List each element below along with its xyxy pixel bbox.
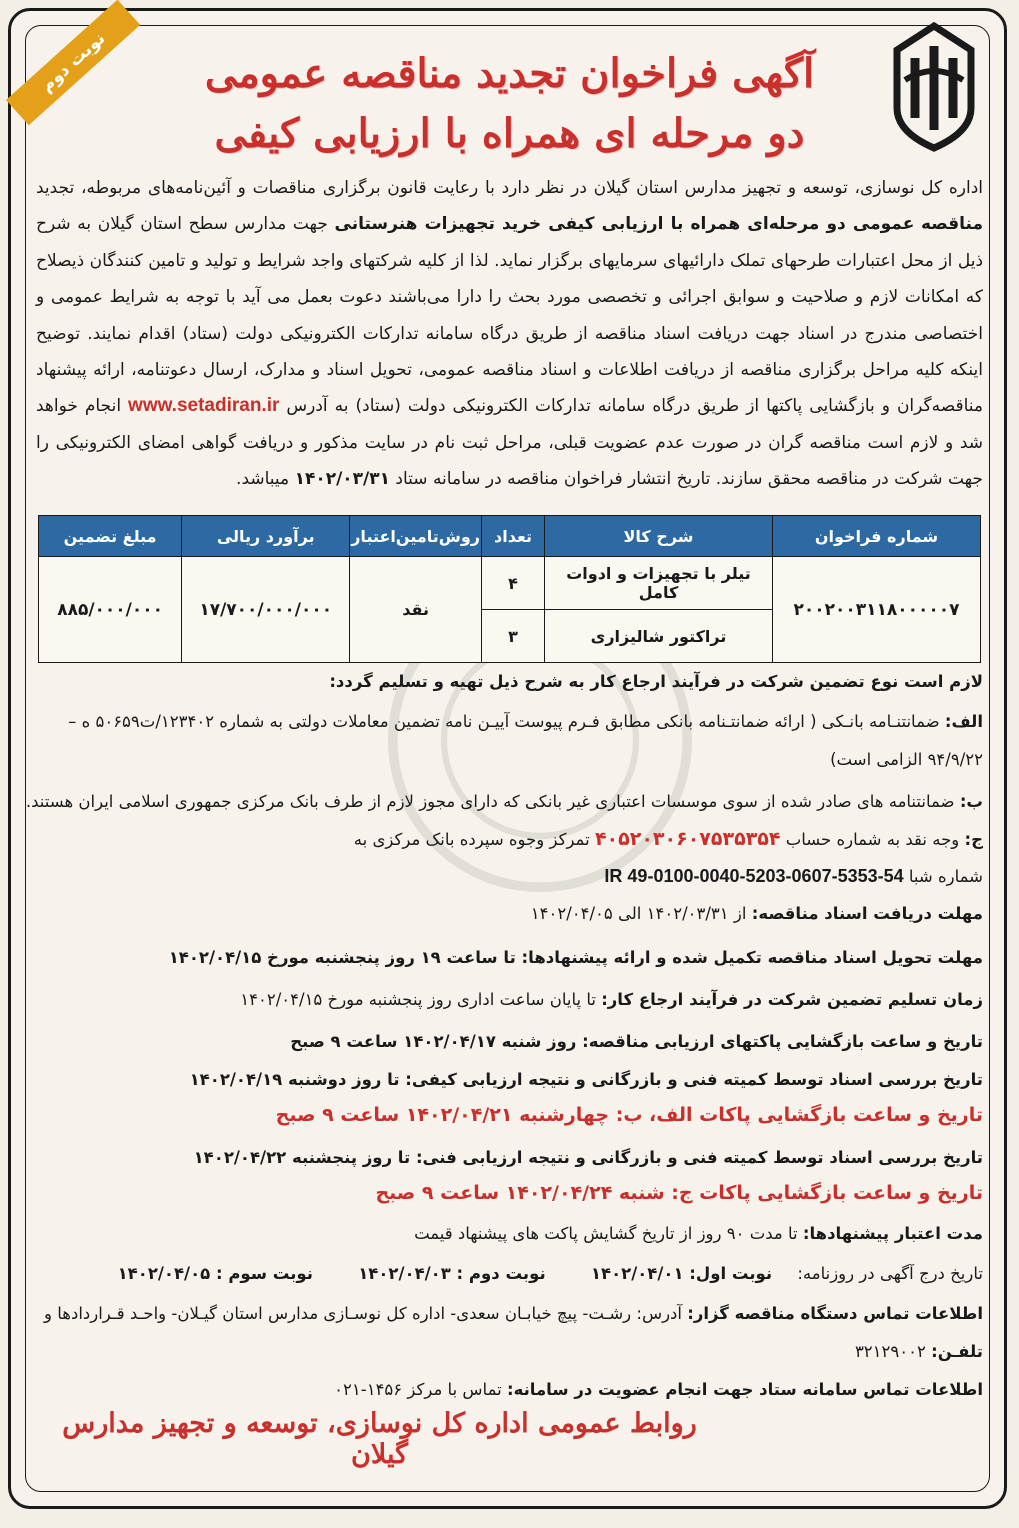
sheba-line: شماره شبا IR 49-0100-0040-5203-0607-5353-54: [604, 866, 983, 886]
account-number: ۴۰۵۲۰۳۰۶۰۷۵۳۵۳۵۴: [594, 828, 781, 850]
item-alef: الف: ضمانتنـامه بانـکی ( ارائه ضمانتـنامه بانکی مطابق فـرم پیوست آییـن نامه تضمین معاملات دولتی به شماره ۱۲۳۴۰۲/ت۵۰۶۵۹ ه –: [68, 712, 983, 731]
intro-line: انجام خواهد شد و لازم است مناقصه گران در صورت: [36, 396, 983, 453]
intro-line: درگاه سامانه تدارکات الکترونیکی دولت (ستاد) به آدرس: [279, 396, 691, 417]
sheba-number: IR 49-0100-0040-5203-0607-5353-54: [604, 866, 904, 886]
publish-date: ۱۴۰۲/۰۳/۳۱: [294, 469, 391, 490]
intro-line: اعتبارات طرحهای تملک دارائیهای سرمایهای برگزار نماید. لذا از کلیه شرکتهای واجد شرایط و تولید و تامین کنندگان ذیصلاح که امکانات لازم: [36, 250, 983, 308]
table-header-row: [39, 516, 981, 557]
publish-dates: تاریخ درج آگهی در روزنامه: نوبت اول: ۱۴۰۲/۰۴/۰۱ نوبت دوم : ۱۴۰۲/۰۴/۰۳ نوبت سوم : ۱۴۰۲/۰۴/۰۵: [117, 1264, 983, 1283]
intro-line: عدم عضویت قبلی، مراحل ثبت نام در سایت مذکور و دریافت گواهی امضای الکترونیکی را جهت شرکت در مناقصه محقق سازند. تاریخ انتشار: [36, 432, 983, 490]
table-row: [39, 557, 981, 610]
intro-line: جهت دریافت اسناد مناقصه از طریق درگاه سامانه تدارکات الکترونیکی دولت (ستاد) اقدام نمایند. توضیح اینکه کلیه مراحل برگزاری مناقصه: [36, 323, 983, 381]
intro-line: میباشد.: [236, 469, 295, 490]
opening-eval: تاریخ و ساعت بازگشایی پاکتهای ارزیابی مناقصه: روز شنبه ۱۴۰۲/۰۴/۱۷ ساعت ۹ صبح: [290, 1032, 983, 1051]
col-header: برآورد ریالی: [182, 516, 350, 557]
item-desc-cell: تیلر با تجهیزات و ادوات کامل: [545, 557, 773, 610]
intro-line: جهت مدارس سطح استان گیلان به شرح ذیل از محل: [36, 214, 984, 271]
tender-table: [38, 515, 981, 663]
round-badge: نوبت دوم: [6, 0, 140, 125]
guarantee-cell: ۸۸۵/۰۰۰/۰۰۰: [39, 557, 182, 663]
guarantee-heading: لازم است نوع تضمین شرکت در فرآیند ارجاع کار به شرح ذیل تهیه و تسلیم گردد:: [329, 672, 983, 691]
item-qty-cell: ۴: [482, 557, 545, 610]
intro-line: و صلاحیت و سوابق اجرائی و تخصصی مورد بحث را دارا می‌باشند دعوت بعمل می آید با توجه به شرایط عمومی و اختصاصی مندرج در اسناد: [36, 287, 983, 344]
quality-review: تاریخ بررسی اسناد توسط کمیته فنی و بازرگانی و نتیجه ارزیابی کیفی: تا روز دوشنبه ۱۴۰۲/۰۴/۱۹: [189, 1070, 983, 1089]
ministry-logo-icon: [875, 22, 993, 152]
setad-url-link[interactable]: www.setadiran.ir: [128, 395, 280, 417]
title-line-2: دو مرحله ای همراه با ارزیابی کیفی: [214, 110, 805, 157]
col-header: شماره فراخوان: [773, 516, 981, 557]
call-number-cell: ۲۰۰۲۰۰۳۱۱۸۰۰۰۰۰۷: [773, 557, 981, 663]
item-alef-cont: ۹۴/۹/۲۲ الزامی است): [830, 750, 983, 769]
footer-signature: روابط عمومی اداره کل نوسازی، توسعه و تجهیز مدارس گیلان: [62, 1408, 697, 1470]
intro-bold: مناقصه: [920, 214, 984, 235]
deadline-guarantee: زمان تسلیم تضمین شرکت در فرآیند ارجاع کار: تا پایان ساعت اداری روز پنجشنبه مورخ ۱۴۰۲/۰۴/۱۵: [240, 990, 983, 1009]
intro-line: اداره کل نوسازی، توسعه و تجهیز مدارس استان گیلان در نظر دارد با رعایت قانون برگزاری مناقصات و آئین‌نامه‌های مربوطه، تجدید: [36, 178, 983, 198]
deadline-docs: مهلت دریافت اسناد مناقصه: از ۱۴۰۲/۰۳/۳۱ الی ۱۴۰۲/۰۴/۰۵: [530, 904, 983, 923]
col-header: شرح کالا: [545, 516, 773, 557]
col-header: مبلغ تضمین: [39, 516, 182, 557]
contact-phone: تلفـن: ۳۲۱۲۹۰۰۲: [854, 1342, 983, 1361]
deadline-submit: مهلت تحویل اسناد مناقصه تکمیل شده و ارائه پیشنهادها: تا ساعت ۱۹ روز پنجشنبه مورخ ۱۴۰۲/۰۴/۱۵: [168, 948, 983, 967]
intro-paragraph: [36, 170, 983, 498]
contact-address: اطلاعات تماس دستگاه مناقصه گزار: آدرس: رشـت- پیچ خیابـان سعدی- اداره کل نوسـازی مدارس استان گیـلان- واحـد قـراردادها و: [44, 1304, 983, 1323]
opening-jim: تاریخ و ساعت بازگشایی پاکات ج: شنبه ۱۴۰۲/۰۴/۲۴ ساعت ۹ صبح: [375, 1182, 983, 1204]
setad-contact: اطلاعات تماس سامانه ستاد جهت انجام عضویت در سامانه: تماس با مرکز ۱۴۵۶-۰۲۱: [334, 1380, 983, 1399]
item-qty-cell: ۳: [482, 610, 545, 663]
intro-line: از دریافت اطلاعات و اسناد مناقصه عمومی، تحویل اسناد و مدارک، ارسال دعوتنامه، ارائه پیشنهاد مناقصه‌گران و بازگشایی پاکتها از طریق: [36, 360, 984, 417]
validity-line: مدت اعتبار پیشنهادها: تا مدت ۹۰ روز از تاریخ گشایش پاکت های پیشنهاد قیمت: [414, 1224, 983, 1243]
funding-cell: نقد: [350, 557, 482, 663]
item-desc-cell: تراکتور شالیزاری: [545, 610, 773, 663]
intro-line: فراخوان مناقصه در سامانه ستاد: [390, 469, 623, 490]
estimate-cell: ۱۷/۷۰۰/۰۰۰/۰۰۰: [182, 557, 350, 663]
item-jim: ج: وجه نقد به شماره حساب ۴۰۵۲۰۳۰۶۰۷۵۳۵۳۵۴ تمرکز وجوه سپرده بانک مرکزی به: [353, 828, 983, 850]
opening-alef-be: تاریخ و ساعت بازگشایی پاکات الف، ب: چهارشنبه ۱۴۰۲/۰۴/۲۱ ساعت ۹ صبح: [275, 1104, 983, 1126]
title-line-1: آگهی فراخوان تجدید مناقصه عمومی: [204, 50, 815, 97]
col-header: روش‌تامین‌اعتبار: [350, 516, 482, 557]
intro-bold: عمومی دو مرحله‌ای همراه با ارزیابی کیفی خرید تجهیزات هنرستانی: [334, 214, 915, 235]
item-be: ب: ضمانتنامه های صادر شده از سوی موسسات اعتباری غیر بانکی که دارای مجوز لازم از طرف بانک مرکزی جمهوری اسلامی ایران هستند.: [25, 792, 983, 811]
technical-review: تاریخ بررسی اسناد توسط کمیته فنی و بازرگانی و نتیجه ارزیابی فنی: تا روز پنجشنبه ۱۴۰۲/۰۴/۲۲: [193, 1148, 983, 1167]
col-header: تعداد: [482, 516, 545, 557]
